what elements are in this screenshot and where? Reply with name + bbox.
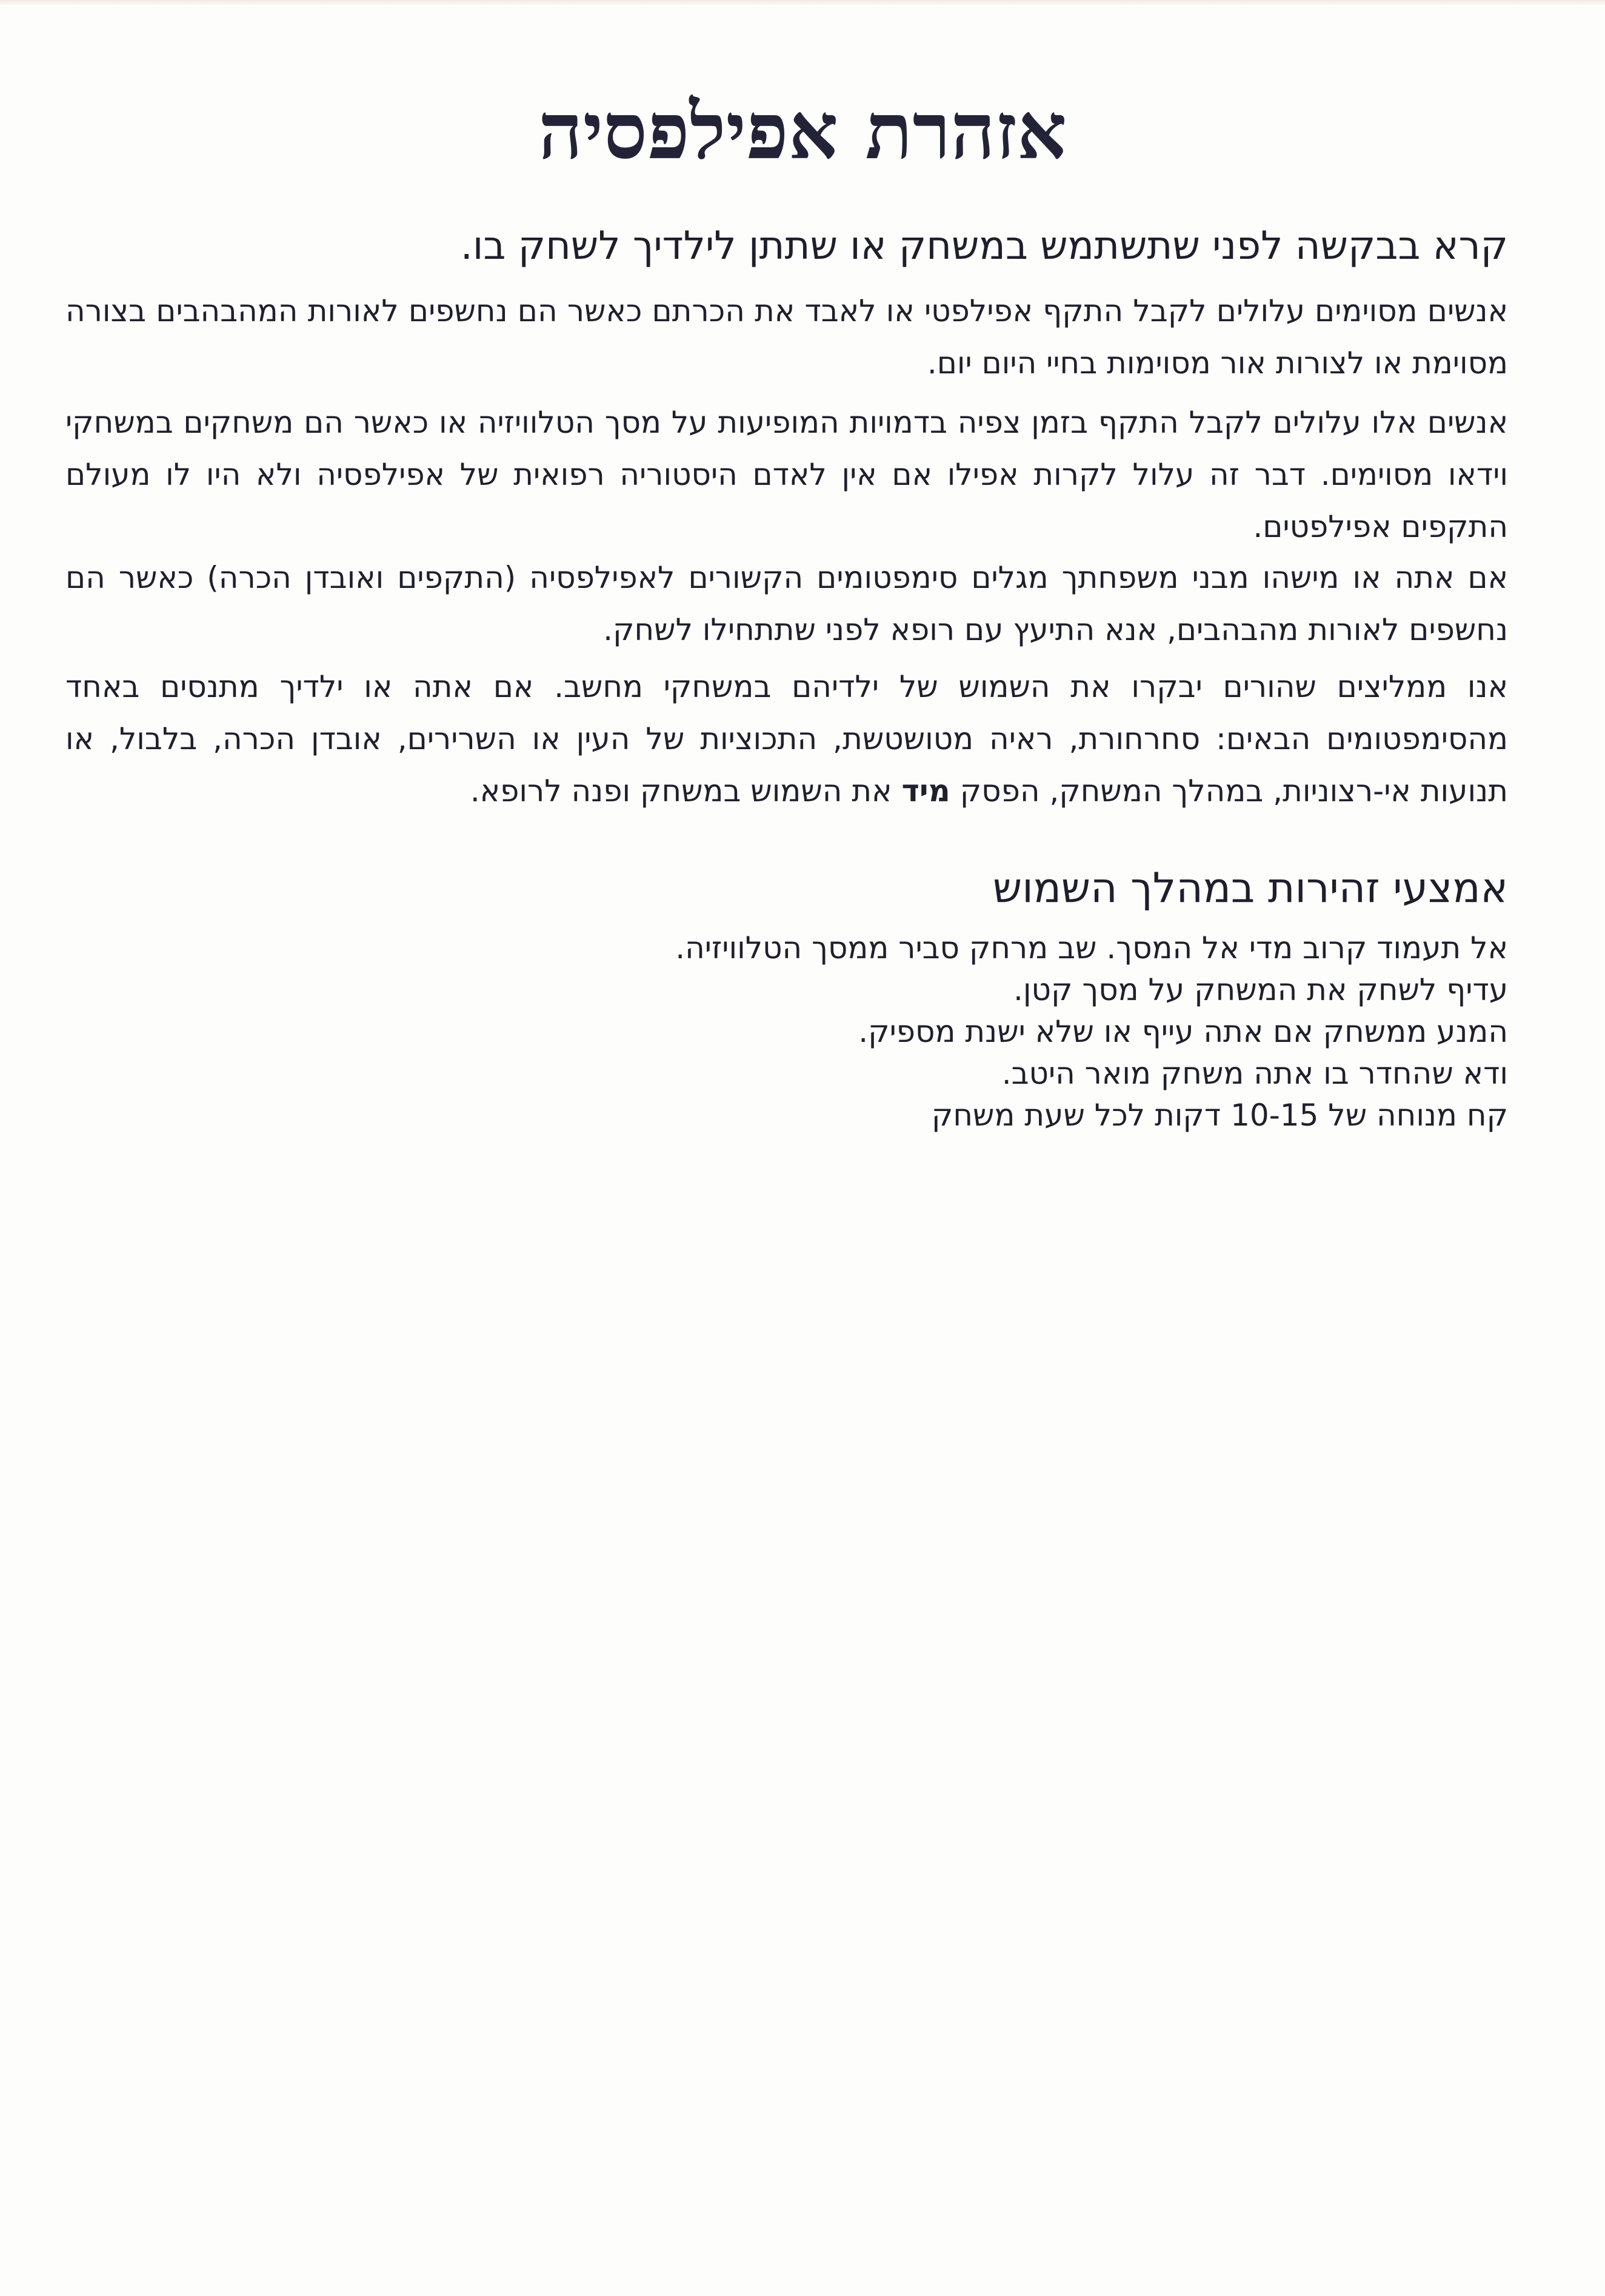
safety-tip: אל תעמוד קרוב מדי אל המסך. שב מרחק סביר ממסך הטלוויזיה.	[675, 930, 1508, 966]
safety-tip: המנע ממשחק אם אתה עייף או שלא ישנת מספיק.	[858, 1014, 1508, 1049]
safety-tip: קח מנוחה של 10-15 דקות לכל שעת משחק	[931, 1098, 1508, 1133]
page-title: אזהרת אפילפסיה	[538, 86, 1067, 177]
paragraph-2: אנשים אלו עלולים לקבל התקף בזמן צפיה בדמויות המופיעות על מסך הטלוויזיה או כאשר הם משחקים במשחקי וידאו מסוימים. דבר זה עלול לקרות אפילו אם אין לאדם היסטוריה רפואית של אפילפסיה ולא היו לו מעולם התקפים אפילפטים.	[65, 405, 1508, 544]
safety-tip: עדיף לשחק את המשחק על מסך קטן.	[1013, 972, 1508, 1007]
warning-text-end: את השמוש במשחק ופנה לרופא.	[470, 773, 902, 809]
paragraph-3: אם אתה או מישהו מבני משפחתך מגלים סימפטומים הקשורים לאפילפסיה (התקפים ואובדן הכרה) כאשר הם נחשפים לאורות מהבהבים, אנא התיעץ עם רופא לפני שתתחילו לשחק.	[65, 560, 1508, 647]
paragraph-1: אנשים מסוימים עלולים לקבל התקף אפילפטי או לאבד את הכרתם כאשר הם נחשפים לאורות המהבהבים בצורה מסוימת או לצורות אור מסוימות בחיי היום יום.	[65, 293, 1508, 381]
page-edge	[0, 0, 1605, 5]
safety-heading: אמצעי זהירות במהלך השמוש	[993, 864, 1508, 912]
safety-tip: ודא שהחדר בו אתה משחק מואר היטב.	[1001, 1056, 1508, 1091]
warning-text-start: אנו ממליצים שהורים יבקרו את השמוש של ילדיהם במשחקי מחשב. אם אתה או ילדיך מתנסים באחד מהסימפטומים הבאים: סחרחורת, ראיה מטושטשת, התכוציות של העין או השרירים, אובדן הכרה, בלבול, או תנועות אי-רצוניות, במהלך המשחק, הפסק	[65, 669, 1508, 809]
warning-emphasis: מיד	[901, 773, 950, 809]
intro-line: קרא בבקשה לפני שתשתמש במשחק או שתתן לילדיך לשחק בו.	[460, 224, 1508, 269]
paragraph-4	[65, 661, 1508, 817]
safety-tips-list	[78, 927, 1508, 1136]
